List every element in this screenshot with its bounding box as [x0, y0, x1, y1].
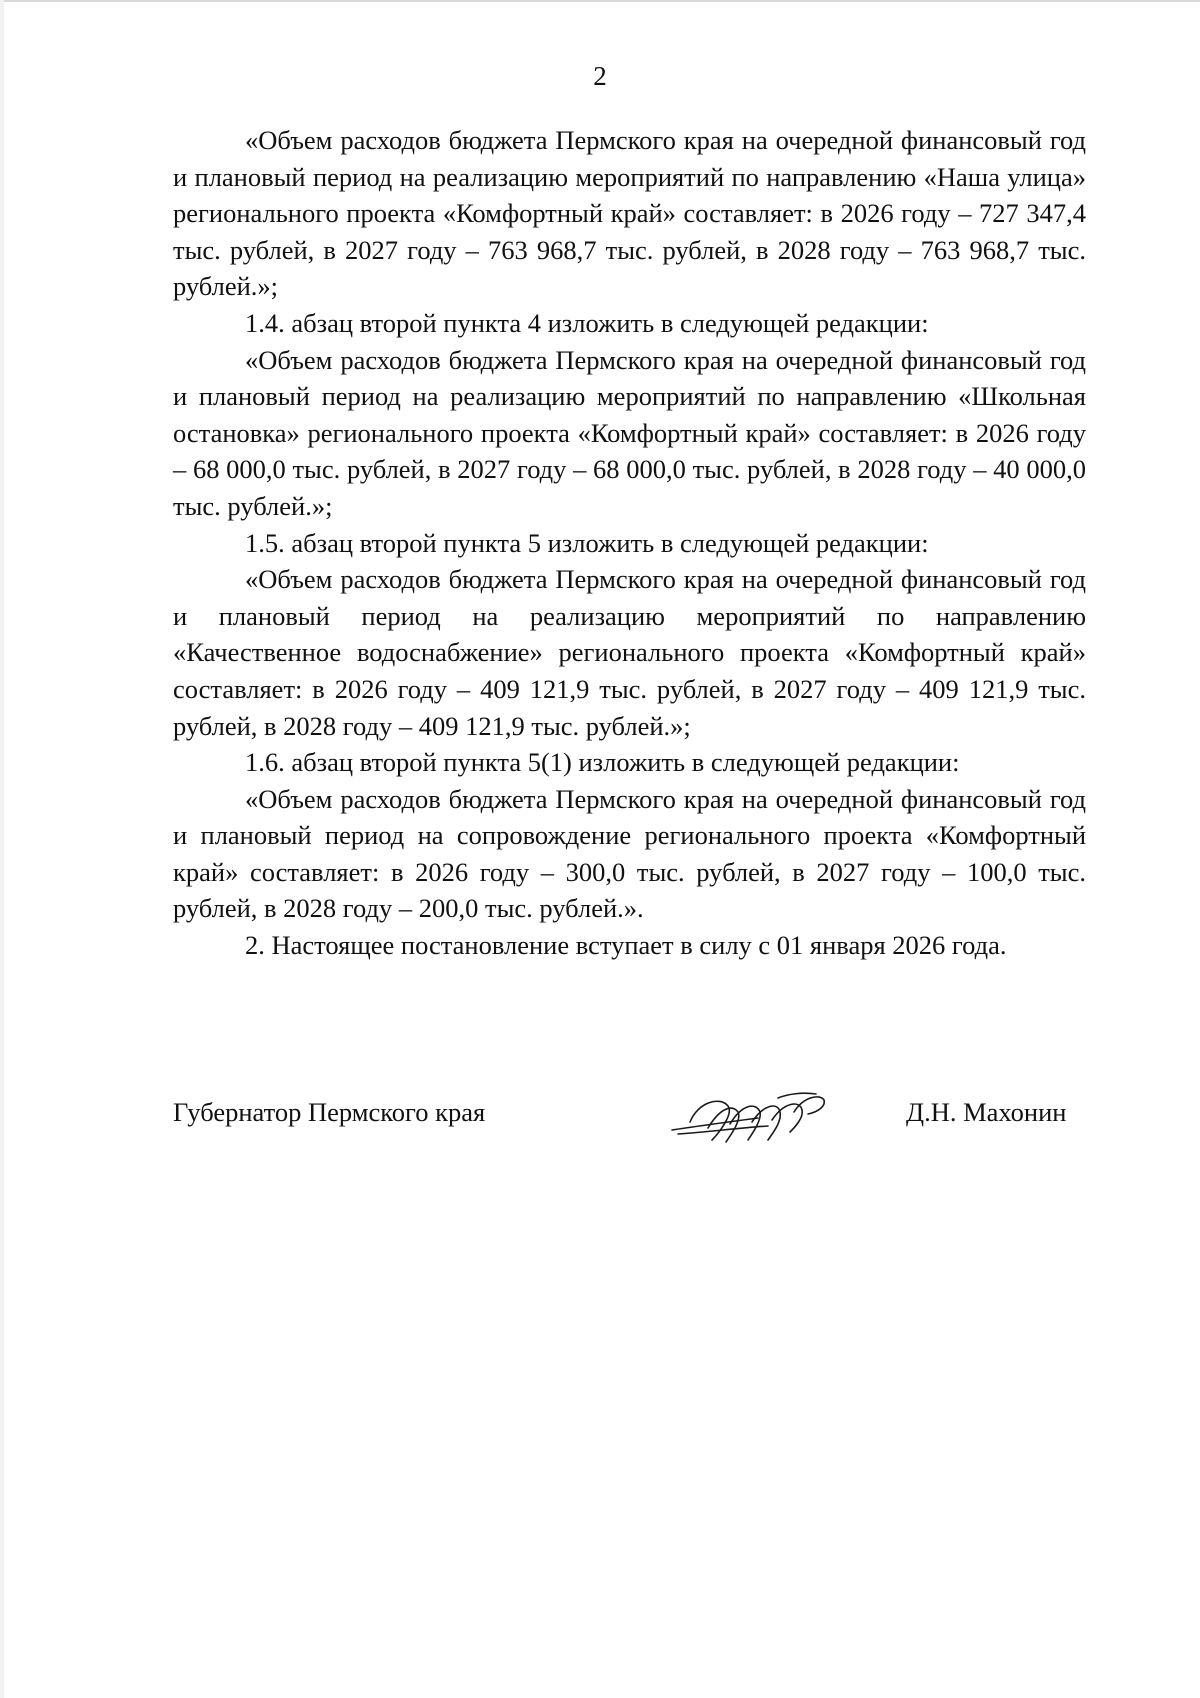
signatory-name: Д.Н. Махонин: [906, 1097, 1067, 1127]
signature-block: [0, 1094, 1200, 1154]
amendment-quote-nasha-ulitsa: «Объем расходов бюджета Пермского края на очередной финансовый год и плановый период на реализацию мероприятий по направлению «Наша улица» регионального проекта «Комфортный край» составляет: в 2026 году – 727 347,4 тыс. рублей, в 2027 году – 763 968,7 тыс. рублей, в 2028 году – 763 968,7 тыс. рублей.»;: [173, 125, 1086, 302]
amendment-quote-shkolnaya-ostanovka: «Объем расходов бюджета Пермского края на очередной финансовый год и плановый период на реализацию мероприятий по направлению «Школьная остановка» регионального проекта «Комфортный край» составляет: в 2026 году – 68 000,0 тыс. рублей, в 2027 году – 68 000,0 тыс. рублей, в 2028 году – 40 000,0 тыс. рублей.»;: [173, 344, 1086, 521]
scan-border-top: [0, 0, 1200, 2]
signatory-title: Губернатор Пермского края: [173, 1097, 486, 1127]
scan-border-left: [0, 0, 4, 1698]
clause-1-6: 1.6. абзац второй пункта 5(1) изложить в следующей редакции:: [245, 747, 960, 778]
amendment-quote-soprovozhdenie: «Объем расходов бюджета Пермского края на очередной финансовый год и плановый период на сопровождение регионального проекта «Комфортный край» составляет: в 2026 году – 300,0 тыс. рублей, в 2027 году – 100,0 тыс. рублей, в 2028 году – 200,0 тыс. рублей.».: [173, 783, 1086, 924]
handwritten-signature-icon: [668, 1082, 848, 1162]
amendment-quote-vodosnabzhenie: «Объем расходов бюджета Пермского края на очередной финансовый год и плановый период на реализацию мероприятий по направлению «Качественное водоснабжение» регионального проекта «Комфортный край» составляет: в 2026 году – 409 121,9 тыс. рублей, в 2027 году – 409 121,9 тыс. рублей, в 2028 году – 409 121,9 тыс. рублей.»;: [173, 564, 1086, 741]
clause-1-5: 1.5. абзац второй пункта 5 изложить в следующей редакции:: [245, 527, 929, 558]
clause-2-effective-date: 2. Настоящее постановление вступает в силу с 01 января 2026 года.: [245, 930, 1007, 961]
page-number: 2: [593, 61, 607, 91]
document-body: [173, 122, 1086, 964]
clause-1-4: 1.4. абзац второй пункта 4 изложить в следующей редакции:: [245, 307, 929, 338]
